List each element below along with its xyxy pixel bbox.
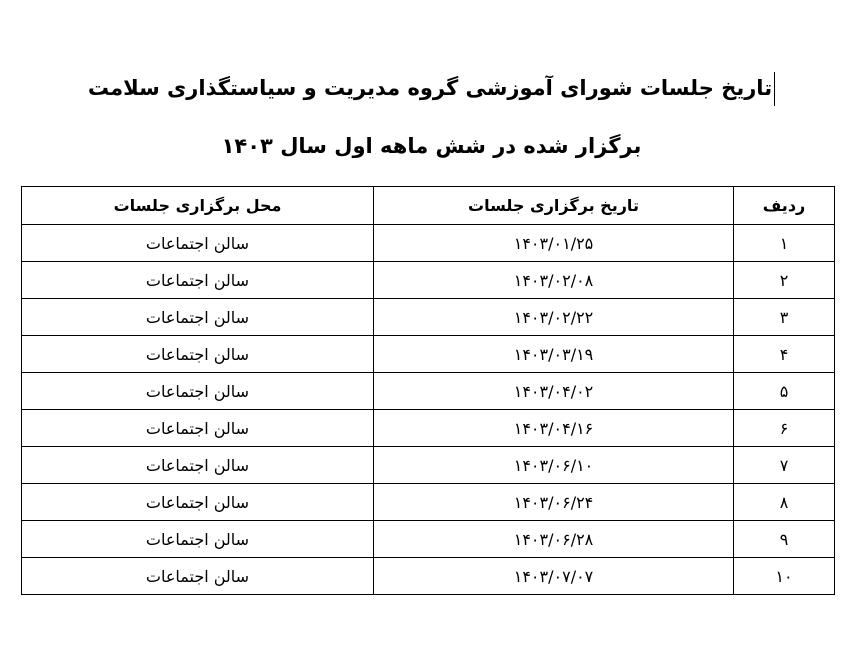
- session-date: ۱۴۰۳/۰۲/۲۲: [374, 299, 734, 336]
- table-header-row: [22, 187, 835, 225]
- document-subtitle: برگزار شده در شش ماهه اول سال ۱۴۰۳: [221, 134, 642, 158]
- row-number: ۴: [734, 336, 835, 373]
- session-date: ۱۴۰۳/۰۲/۰۸: [374, 262, 734, 299]
- table-row: [22, 558, 835, 595]
- table-row: [22, 299, 835, 336]
- text-cursor: [774, 72, 775, 106]
- session-date: ۱۴۰۳/۰۳/۱۹: [374, 336, 734, 373]
- session-date: ۱۴۰۳/۰۶/۲۴: [374, 484, 734, 521]
- table-row: [22, 225, 835, 262]
- row-number: ۹: [734, 521, 835, 558]
- session-date: ۱۴۰۳/۰۶/۲۸: [374, 521, 734, 558]
- row-number: ۲: [734, 262, 835, 299]
- document-title: [0, 72, 863, 106]
- table-row: [22, 447, 835, 484]
- row-number: ۵: [734, 373, 835, 410]
- row-number: ۷: [734, 447, 835, 484]
- session-date: ۱۴۰۳/۰۴/۱۶: [374, 410, 734, 447]
- session-date: ۱۴۰۳/۰۷/۰۷: [374, 558, 734, 595]
- session-place: سالن اجتماعات: [22, 447, 374, 484]
- row-number: ۱۰: [734, 558, 835, 595]
- session-place: سالن اجتماعات: [22, 410, 374, 447]
- session-place: سالن اجتماعات: [22, 521, 374, 558]
- session-place: سالن اجتماعات: [22, 484, 374, 521]
- row-number: ۳: [734, 299, 835, 336]
- title-line-1: تاریخ جلسات شورای آموزشی گروه مدیریت و سیاستگذاری سلامت: [87, 76, 773, 100]
- header-session-date: تاریخ برگزاری جلسات: [374, 187, 734, 225]
- sessions-table: [21, 186, 835, 595]
- table-row: [22, 521, 835, 558]
- session-place: سالن اجتماعات: [22, 262, 374, 299]
- row-number: ۶: [734, 410, 835, 447]
- session-place: سالن اجتماعات: [22, 373, 374, 410]
- row-number: ۱: [734, 225, 835, 262]
- session-place: سالن اجتماعات: [22, 558, 374, 595]
- session-place: سالن اجتماعات: [22, 299, 374, 336]
- table-row: [22, 336, 835, 373]
- table-row: [22, 484, 835, 521]
- session-date: ۱۴۰۳/۰۶/۱۰: [374, 447, 734, 484]
- table-row: [22, 262, 835, 299]
- header-row-number: ردیف: [734, 187, 835, 225]
- header-session-place: محل برگزاری جلسات: [22, 187, 374, 225]
- session-place: سالن اجتماعات: [22, 336, 374, 373]
- table-row: [22, 410, 835, 447]
- session-date: ۱۴۰۳/۰۱/۲۵: [374, 225, 734, 262]
- session-date: ۱۴۰۳/۰۴/۰۲: [374, 373, 734, 410]
- table-row: [22, 373, 835, 410]
- row-number: ۸: [734, 484, 835, 521]
- session-place: سالن اجتماعات: [22, 225, 374, 262]
